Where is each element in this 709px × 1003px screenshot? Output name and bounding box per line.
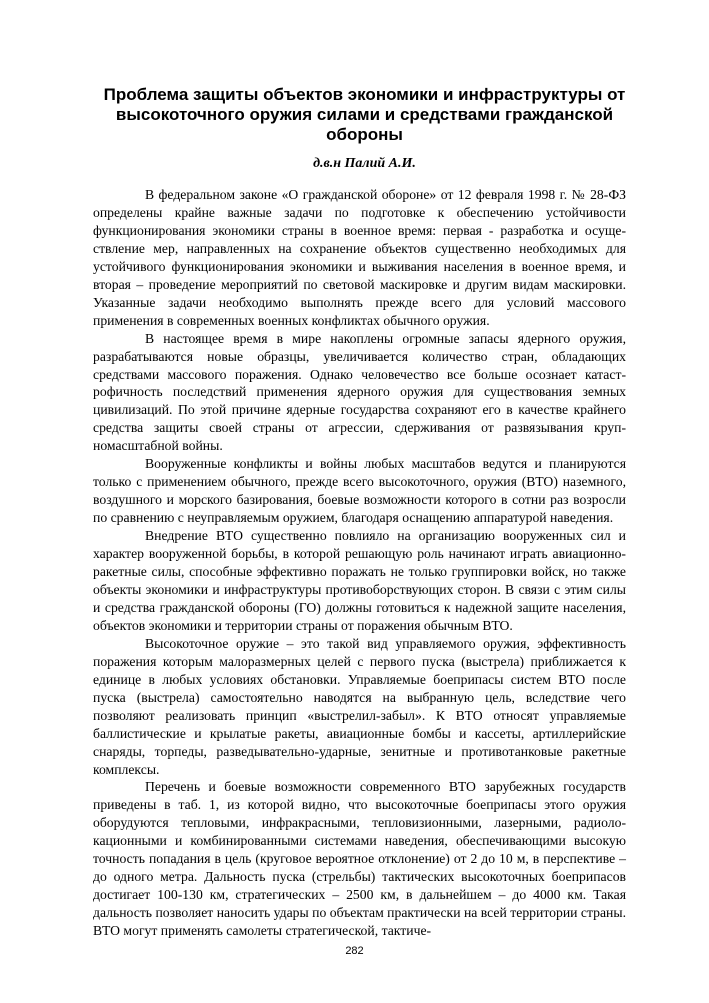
article-author: д.в.н Палий А.И.: [313, 156, 416, 171]
article-title: Проблема защиты объектов экономики и инфраструктуры от высокоточного оружия силами и средствами гражданской обороны: [103, 85, 626, 144]
body-paragraph: Вооруженные конфликты и войны любых масштабов ведутся и планируются только с применением обычного, прежде всего высокоточного, оружия (ВТО) наземного, воздушного и морского базирования, боевые возможности которого в сотни раз возросли по сравнению с неуправляемым оружием, благодаря оснащению аппаратурой наведения.: [93, 456, 626, 526]
body-paragraph: Внедрение ВТО существенно повлияло на организацию вооруженных сил и характер вооруженной борьбы, в которой решающую роль начинают играть авиационно-ракетные силы, способные эффективно поражать не только группировки войск, но также объекты экономики и инфраструктуры противоборствующих сторон. В связи с этим силы и средства гражданской обороны (ГО) должны готовиться к надежной защите населения, объектов экономики и территории страны от поражения обычным ВТО.: [93, 528, 626, 633]
body-paragraph: В настоящее время в мире накоплены огромные запасы ядерного оружия, разрабатываются новые образцы, увеличивается количество стран, обладающих средствами массового поражения. Однако человечество все больше осознает катастрофичность последствий применения ядерного оружия для существования земных цивилизаций. По этой причине ядерные государства сохраняют его в качестве крайнего средства защиты своей страны от агрессии, сдерживания от развязывания крупномасштабной войны.: [93, 330, 626, 454]
article-body: [93, 186, 626, 940]
body-paragraph: В федеральном законе «О гражданской обороне» от 12 февраля 1998 г. № 28-ФЗ определены крайне важные задачи по подготовке к обеспечению устойчивости функционирования экономики страны в военное время: первая - разработка и осуществление мер, направленных на сохранение объектов существенно необходимых для устойчивого функционирования экономики и выживания населения в военное время, и вторая – проведение мероприятий по световой маскировке и другим видам маскировки. Указанные задачи необходимо выполнять прежде всего для условий массового применения в современных военных конфликтах обычного оружия.: [93, 187, 626, 328]
page-number: 282: [345, 945, 364, 957]
body-paragraph: Высокоточное оружие – это такой вид управляемого оружия, эффективность поражения которым малоразмерных целей с первого пуска (выстрела) приближается к единице в любых условиях обстановки. Управляемые боеприпасы систем ВТО после пуска (выстрела) самостоятельно наводятся на выбранную цель, вследствие чего позволяют реализовать принцип «выстрелил-забыл». К ВТО относят управляемые баллистические и крылатые ракеты, авиационные бомбы и кассеты, артиллерийские снаряды, торпеды, разведывательно-ударные, зенитные и противотанковые ракетные комплексы.: [93, 635, 626, 777]
body-paragraph: Перечень и боевые возможности современного ВТО зарубежных государств приведены в таб. 1, из которой видно, что высокоточные боеприпасы этого оружия оборудуются тепловыми, инфракрасными, тепловизионными, лазерными, радиолокационными и комбинированными системами наведения, обеспечивающими высокую точность попадания в цель (круговое вероятное отклонение) от 2 до 10 м, в перспективе – до одного метра. Дальность пуска (стрельбы) тактических высокоточных боеприпасов достигает 100-130 км, стратегических – 2500 км, в дальнейшем – до 4000 км. Такая дальность позволяет наносить удары по объектам практически на всей территории страны. ВТО могут применять самолеты стратегической, тактиче-: [93, 779, 626, 939]
